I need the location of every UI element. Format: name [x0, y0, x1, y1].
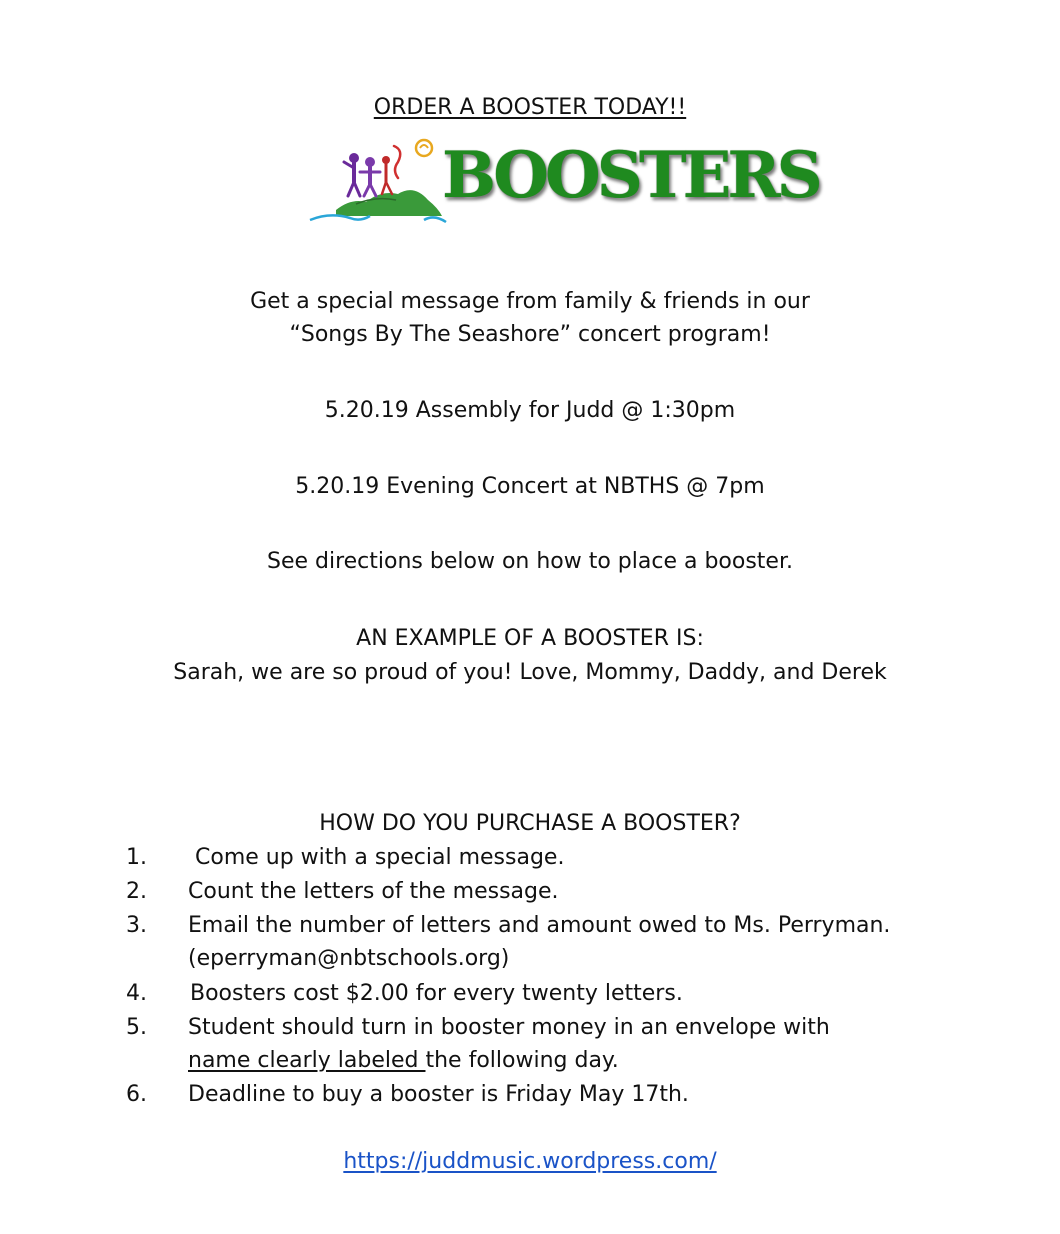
step-continuation-text — [188, 1045, 619, 1077]
people-figures-icon — [344, 146, 400, 196]
page-title: ORDER A BOOSTER TODAY!! — [373, 95, 687, 120]
step-number: 5. — [126, 1015, 147, 1040]
step-item-continuation — [0, 943, 1060, 977]
step-item — [0, 910, 1060, 944]
step-text: Come up with a special message. — [195, 845, 565, 870]
email-address: (eperryman@nbtschools.org) — [188, 946, 510, 971]
event-assembly: 5.20.19 Assembly for Judd @ 1:30pm — [324, 398, 736, 423]
step-number: 4. — [126, 981, 147, 1006]
step-text: Student should turn in booster money in an envelope with — [188, 1015, 830, 1040]
website-link-row — [0, 1146, 1060, 1178]
step-text: Boosters cost $2.00 for every twenty letters. — [190, 981, 683, 1006]
step-continuation-rest: the following day. — [425, 1048, 619, 1073]
hill-icon — [336, 190, 442, 216]
website-link[interactable]: https://juddmusic.wordpress.com/ — [343, 1149, 717, 1174]
intro-line-1: Get a special message from family & friends in our — [250, 289, 810, 314]
step-number: 6. — [126, 1082, 147, 1107]
how-to-heading: HOW DO YOU PURCHASE A BOOSTER? — [319, 811, 741, 836]
example-heading: AN EXAMPLE OF A BOOSTER IS: — [356, 626, 704, 651]
step-number: 2. — [126, 879, 147, 904]
example-text: Sarah, we are so proud of you! Love, Mommy, Daddy, and Derek — [173, 660, 887, 685]
step-item — [0, 978, 1060, 1012]
step-item — [0, 842, 1060, 876]
water-icon — [310, 215, 446, 222]
step-text: Deadline to buy a booster is Friday May 17th. — [188, 1082, 689, 1107]
logo-wordmark: BOOSTERS — [442, 138, 819, 213]
step-number: 3. — [126, 913, 147, 938]
step-text: Email the number of letters and amount owed to Ms. Perryman. — [188, 913, 891, 938]
step-item-continuation — [0, 1045, 1060, 1079]
step-text: Count the letters of the message. — [188, 879, 559, 904]
underlined-phrase: name clearly labeled — [188, 1048, 426, 1073]
step-item — [0, 1012, 1060, 1046]
step-number: 1. — [126, 845, 147, 870]
directions-note: See directions below on how to place a booster. — [266, 549, 793, 574]
step-item — [0, 1079, 1060, 1113]
event-evening-concert: 5.20.19 Evening Concert at NBTHS @ 7pm — [295, 474, 765, 499]
intro-line-2: “Songs By The Seashore” concert program! — [289, 322, 771, 347]
sun-icon — [416, 140, 432, 156]
step-item — [0, 876, 1060, 910]
